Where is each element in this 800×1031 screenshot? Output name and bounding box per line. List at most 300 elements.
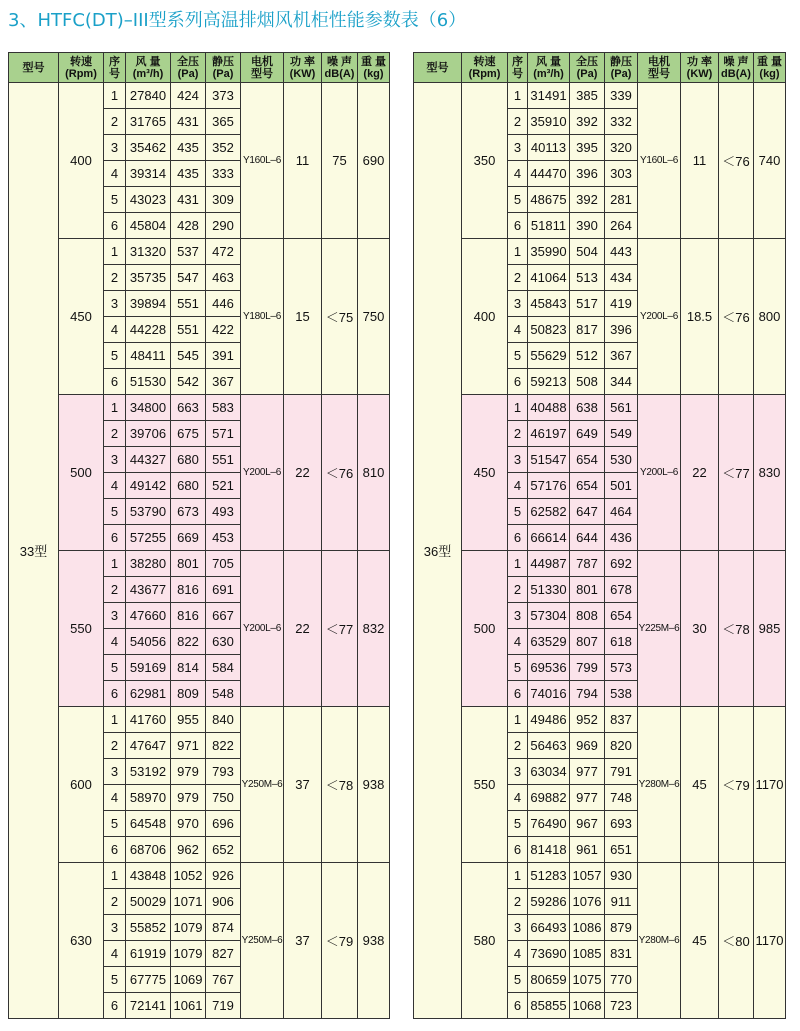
table-header-row (9, 53, 390, 83)
total-pressure-cell: 638 (570, 395, 605, 421)
seq-cell: 2 (104, 421, 126, 447)
airflow-cell: 56463 (528, 733, 570, 759)
table-row (414, 239, 786, 265)
seq-cell: 4 (508, 161, 528, 187)
static-pressure-cell: 463 (206, 265, 241, 291)
header-static-pressure (206, 53, 241, 83)
airflow-cell: 57255 (126, 525, 171, 551)
static-pressure-cell: 691 (206, 577, 241, 603)
static-pressure-cell: 548 (206, 681, 241, 707)
static-pressure-cell: 719 (206, 993, 241, 1019)
total-pressure-cell: 952 (570, 707, 605, 733)
seq-cell: 3 (104, 135, 126, 161)
static-pressure-cell: 344 (605, 369, 638, 395)
table-row (414, 551, 786, 577)
airflow-cell: 35462 (126, 135, 171, 161)
header-power (284, 53, 322, 83)
total-pressure-cell: 551 (171, 291, 206, 317)
header-airflow (126, 53, 171, 83)
total-pressure-cell: 809 (171, 681, 206, 707)
model-cell: 36型 (414, 83, 462, 1019)
airflow-cell: 62582 (528, 499, 570, 525)
airflow-cell: 73690 (528, 941, 570, 967)
static-pressure-cell: 530 (605, 447, 638, 473)
noise-cell: ＜75 (322, 239, 358, 395)
seq-cell: 1 (508, 551, 528, 577)
airflow-cell: 35910 (528, 109, 570, 135)
static-pressure-cell: 652 (206, 837, 241, 863)
speed-cell: 350 (462, 83, 508, 239)
static-pressure-cell: 573 (605, 655, 638, 681)
static-pressure-cell: 521 (206, 473, 241, 499)
seq-cell: 6 (508, 993, 528, 1019)
seq-cell: 3 (104, 915, 126, 941)
header-noise-line2: dB(A) (324, 67, 355, 80)
static-pressure-cell: 667 (206, 603, 241, 629)
airflow-cell: 45804 (126, 213, 171, 239)
airflow-cell: 61919 (126, 941, 171, 967)
total-pressure-cell: 787 (570, 551, 605, 577)
static-pressure-cell: 373 (206, 83, 241, 109)
static-pressure-cell: 750 (206, 785, 241, 811)
airflow-cell: 31320 (126, 239, 171, 265)
header-total-pressure-line2: (Pa) (576, 67, 598, 80)
total-pressure-cell: 1068 (570, 993, 605, 1019)
airflow-cell: 51547 (528, 447, 570, 473)
seq-cell: 1 (104, 863, 126, 889)
header-speed (462, 53, 508, 83)
airflow-cell: 38280 (126, 551, 171, 577)
header-speed-line1: 转速 (473, 55, 496, 68)
static-pressure-cell: 538 (605, 681, 638, 707)
seq-cell: 6 (104, 213, 126, 239)
airflow-cell: 43677 (126, 577, 171, 603)
header-power-line2: (KW) (289, 67, 316, 80)
total-pressure-cell: 1071 (171, 889, 206, 915)
header-static-pressure-line2: (Pa) (610, 67, 632, 80)
total-pressure-cell: 807 (570, 629, 605, 655)
airflow-cell: 63529 (528, 629, 570, 655)
speed-cell: 400 (59, 83, 104, 239)
power-cell: 22 (284, 395, 322, 551)
static-pressure-cell: 571 (206, 421, 241, 447)
motor-cell: Y250M–6 (241, 863, 284, 1019)
total-pressure-cell: 551 (171, 317, 206, 343)
static-pressure-cell: 303 (605, 161, 638, 187)
static-pressure-cell: 436 (605, 525, 638, 551)
table-row (9, 83, 390, 109)
airflow-cell: 45843 (528, 291, 570, 317)
speed-cell: 400 (462, 239, 508, 395)
airflow-cell: 59213 (528, 369, 570, 395)
static-pressure-cell: 651 (605, 837, 638, 863)
airflow-cell: 51330 (528, 577, 570, 603)
noise-cell: 75 (322, 83, 358, 239)
airflow-cell: 62981 (126, 681, 171, 707)
static-pressure-cell: 831 (605, 941, 638, 967)
airflow-cell: 44327 (126, 447, 171, 473)
header-total-pressure-line1: 全压 (576, 55, 598, 68)
total-pressure-cell: 513 (570, 265, 605, 291)
airflow-cell: 59286 (528, 889, 570, 915)
header-noise (719, 53, 754, 83)
static-pressure-cell: 352 (206, 135, 241, 161)
total-pressure-cell: 385 (570, 83, 605, 109)
static-pressure-cell: 822 (206, 733, 241, 759)
seq-cell: 4 (508, 941, 528, 967)
airflow-cell: 40113 (528, 135, 570, 161)
static-pressure-cell: 770 (605, 967, 638, 993)
seq-cell: 4 (508, 473, 528, 499)
airflow-cell: 66614 (528, 525, 570, 551)
total-pressure-cell: 814 (171, 655, 206, 681)
airflow-cell: 50029 (126, 889, 171, 915)
weight-cell: 750 (358, 239, 390, 395)
static-pressure-cell: 453 (206, 525, 241, 551)
airflow-cell: 81418 (528, 837, 570, 863)
noise-cell: ＜77 (322, 551, 358, 707)
power-cell: 30 (681, 551, 719, 707)
header-noise (322, 53, 358, 83)
weight-cell: 938 (358, 707, 390, 863)
noise-cell: ＜76 (719, 83, 754, 239)
seq-cell: 1 (508, 707, 528, 733)
header-speed (59, 53, 104, 83)
header-power (681, 53, 719, 83)
header-seq-line1: 序 (109, 55, 120, 68)
seq-cell: 1 (508, 863, 528, 889)
total-pressure-cell: 1061 (171, 993, 206, 1019)
static-pressure-cell: 320 (605, 135, 638, 161)
total-pressure-cell: 816 (171, 603, 206, 629)
total-pressure-cell: 424 (171, 83, 206, 109)
airflow-cell: 41760 (126, 707, 171, 733)
seq-cell: 2 (508, 733, 528, 759)
static-pressure-cell: 791 (605, 759, 638, 785)
airflow-cell: 50823 (528, 317, 570, 343)
static-pressure-cell: 879 (605, 915, 638, 941)
seq-cell: 3 (508, 603, 528, 629)
seq-cell: 3 (508, 915, 528, 941)
seq-cell: 4 (104, 941, 126, 967)
static-pressure-cell: 678 (605, 577, 638, 603)
total-pressure-cell: 1079 (171, 941, 206, 967)
static-pressure-cell: 723 (605, 993, 638, 1019)
airflow-cell: 34800 (126, 395, 171, 421)
seq-cell: 3 (104, 291, 126, 317)
total-pressure-cell: 392 (570, 109, 605, 135)
seq-cell: 4 (104, 161, 126, 187)
seq-cell: 4 (508, 629, 528, 655)
header-power-line1: 功 率 (686, 55, 713, 68)
power-cell: 18.5 (681, 239, 719, 395)
static-pressure-cell: 493 (206, 499, 241, 525)
header-airflow-line1: 风 量 (135, 55, 161, 68)
static-pressure-cell: 396 (605, 317, 638, 343)
motor-cell: Y280M–6 (638, 707, 681, 863)
noise-cell: ＜79 (719, 707, 754, 863)
speed-cell: 580 (462, 863, 508, 1019)
header-seq-line2: 号 (109, 67, 120, 80)
airflow-cell: 49142 (126, 473, 171, 499)
seq-cell: 2 (508, 889, 528, 915)
airflow-cell: 54056 (126, 629, 171, 655)
noise-cell: ＜78 (322, 707, 358, 863)
motor-cell: Y250M–6 (241, 707, 284, 863)
table-row (9, 395, 390, 421)
seq-cell: 1 (508, 239, 528, 265)
airflow-cell: 39706 (126, 421, 171, 447)
speed-cell: 550 (462, 707, 508, 863)
airflow-cell: 68706 (126, 837, 171, 863)
seq-cell: 5 (104, 187, 126, 213)
total-pressure-cell: 816 (171, 577, 206, 603)
seq-cell: 1 (508, 83, 528, 109)
total-pressure-cell: 1085 (570, 941, 605, 967)
total-pressure-cell: 971 (171, 733, 206, 759)
airflow-cell: 59169 (126, 655, 171, 681)
static-pressure-cell: 551 (206, 447, 241, 473)
table-header-row (414, 53, 786, 83)
static-pressure-cell: 584 (206, 655, 241, 681)
total-pressure-cell: 431 (171, 109, 206, 135)
header-weight-line1: 重 量 (756, 55, 783, 68)
airflow-cell: 76490 (528, 811, 570, 837)
weight-cell: 810 (358, 395, 390, 551)
static-pressure-cell: 840 (206, 707, 241, 733)
motor-cell: Y200L–6 (638, 239, 681, 395)
header-airflow-line1: 风 量 (535, 55, 562, 68)
header-model: 型号 (9, 53, 59, 83)
header-speed-line2: (Rpm) (65, 67, 97, 80)
seq-cell: 5 (508, 187, 528, 213)
seq-cell: 6 (104, 681, 126, 707)
airflow-cell: 31491 (528, 83, 570, 109)
header-seq-line1: 序 (512, 55, 523, 68)
static-pressure-cell: 874 (206, 915, 241, 941)
total-pressure-cell: 435 (171, 135, 206, 161)
seq-cell: 4 (104, 785, 126, 811)
table-row (9, 707, 390, 733)
power-cell: 11 (681, 83, 719, 239)
weight-cell: 690 (358, 83, 390, 239)
airflow-cell: 41064 (528, 265, 570, 291)
header-power-line2: (KW) (686, 67, 713, 80)
header-motor-line1: 电机 (251, 55, 273, 68)
total-pressure-cell: 542 (171, 369, 206, 395)
total-pressure-cell: 977 (570, 785, 605, 811)
header-motor (241, 53, 284, 83)
table-row (414, 83, 786, 109)
table-row (414, 395, 786, 421)
static-pressure-cell: 837 (605, 707, 638, 733)
header-seq-line2: 号 (512, 67, 523, 80)
static-pressure-cell: 391 (206, 343, 241, 369)
header-motor (638, 53, 681, 83)
header-seq (104, 53, 126, 83)
weight-cell: 740 (754, 83, 786, 239)
static-pressure-cell: 561 (605, 395, 638, 421)
total-pressure-cell: 799 (570, 655, 605, 681)
seq-cell: 2 (104, 577, 126, 603)
airflow-cell: 47660 (126, 603, 171, 629)
weight-cell: 985 (754, 551, 786, 707)
static-pressure-cell: 630 (206, 629, 241, 655)
static-pressure-cell: 472 (206, 239, 241, 265)
total-pressure-cell: 1076 (570, 889, 605, 915)
seq-cell: 4 (104, 473, 126, 499)
static-pressure-cell: 926 (206, 863, 241, 889)
header-noise-line1: 噪 声 (723, 55, 749, 68)
motor-cell: Y200L–6 (241, 551, 284, 707)
total-pressure-cell: 1079 (171, 915, 206, 941)
seq-cell: 6 (508, 837, 528, 863)
static-pressure-cell: 793 (206, 759, 241, 785)
total-pressure-cell: 970 (171, 811, 206, 837)
seq-cell: 4 (104, 629, 126, 655)
total-pressure-cell: 801 (570, 577, 605, 603)
airflow-cell: 69536 (528, 655, 570, 681)
header-weight (358, 53, 390, 83)
seq-cell: 6 (508, 681, 528, 707)
airflow-cell: 51283 (528, 863, 570, 889)
seq-cell: 5 (508, 499, 528, 525)
airflow-cell: 72141 (126, 993, 171, 1019)
header-seq (508, 53, 528, 83)
airflow-cell: 35990 (528, 239, 570, 265)
airflow-cell: 53790 (126, 499, 171, 525)
static-pressure-cell: 820 (605, 733, 638, 759)
static-pressure-cell: 367 (605, 343, 638, 369)
header-speed-line1: 转速 (70, 55, 92, 68)
header-noise-line2: dB(A) (721, 67, 751, 80)
performance-table-36 (413, 52, 786, 1019)
table-row (9, 239, 390, 265)
header-motor-line2: 型号 (648, 67, 670, 80)
total-pressure-cell: 663 (171, 395, 206, 421)
seq-cell: 4 (508, 785, 528, 811)
speed-cell: 550 (59, 551, 104, 707)
airflow-cell: 67775 (126, 967, 171, 993)
total-pressure-cell: 654 (570, 473, 605, 499)
power-cell: 22 (681, 395, 719, 551)
power-cell: 37 (284, 707, 322, 863)
airflow-cell: 49486 (528, 707, 570, 733)
static-pressure-cell: 705 (206, 551, 241, 577)
seq-cell: 1 (104, 395, 126, 421)
airflow-cell: 48411 (126, 343, 171, 369)
static-pressure-cell: 654 (605, 603, 638, 629)
static-pressure-cell: 309 (206, 187, 241, 213)
seq-cell: 5 (104, 343, 126, 369)
total-pressure-cell: 428 (171, 213, 206, 239)
total-pressure-cell: 961 (570, 837, 605, 863)
total-pressure-cell: 390 (570, 213, 605, 239)
header-total-pressure-line2: (Pa) (177, 67, 199, 80)
airflow-cell: 51530 (126, 369, 171, 395)
static-pressure-cell: 930 (605, 863, 638, 889)
total-pressure-cell: 654 (570, 447, 605, 473)
seq-cell: 2 (508, 109, 528, 135)
table-row (9, 551, 390, 577)
speed-cell: 630 (59, 863, 104, 1019)
weight-cell: 830 (754, 395, 786, 551)
seq-cell: 2 (104, 265, 126, 291)
seq-cell: 6 (508, 369, 528, 395)
static-pressure-cell: 693 (605, 811, 638, 837)
static-pressure-cell: 434 (605, 265, 638, 291)
airflow-cell: 44228 (126, 317, 171, 343)
header-weight (754, 53, 786, 83)
static-pressure-cell: 692 (605, 551, 638, 577)
airflow-cell: 57176 (528, 473, 570, 499)
seq-cell: 6 (508, 213, 528, 239)
static-pressure-cell: 618 (605, 629, 638, 655)
static-pressure-cell: 767 (206, 967, 241, 993)
noise-cell: ＜76 (719, 239, 754, 395)
motor-cell: Y200L–6 (638, 395, 681, 551)
total-pressure-cell: 967 (570, 811, 605, 837)
noise-cell: ＜76 (322, 395, 358, 551)
seq-cell: 3 (508, 447, 528, 473)
header-static-pressure-line1: 静压 (610, 55, 632, 68)
seq-cell: 3 (104, 447, 126, 473)
total-pressure-cell: 822 (171, 629, 206, 655)
seq-cell: 1 (104, 239, 126, 265)
total-pressure-cell: 969 (570, 733, 605, 759)
static-pressure-cell: 549 (605, 421, 638, 447)
motor-cell: Y280M–6 (638, 863, 681, 1019)
airflow-cell: 66493 (528, 915, 570, 941)
static-pressure-cell: 365 (206, 109, 241, 135)
airflow-cell: 80659 (528, 967, 570, 993)
total-pressure-cell: 435 (171, 161, 206, 187)
total-pressure-cell: 508 (570, 369, 605, 395)
total-pressure-cell: 979 (171, 785, 206, 811)
airflow-cell: 44987 (528, 551, 570, 577)
seq-cell: 3 (508, 291, 528, 317)
header-speed-line2: (Rpm) (468, 67, 501, 80)
weight-cell: 1170 (754, 707, 786, 863)
static-pressure-cell: 446 (206, 291, 241, 317)
airflow-cell: 58970 (126, 785, 171, 811)
airflow-cell: 64548 (126, 811, 171, 837)
static-pressure-cell: 501 (605, 473, 638, 499)
noise-cell: ＜79 (322, 863, 358, 1019)
header-power-line1: 功 率 (289, 55, 316, 68)
total-pressure-cell: 955 (171, 707, 206, 733)
table-row (414, 863, 786, 889)
total-pressure-cell: 517 (570, 291, 605, 317)
power-cell: 15 (284, 239, 322, 395)
total-pressure-cell: 1057 (570, 863, 605, 889)
seq-cell: 5 (104, 967, 126, 993)
header-model: 型号 (414, 53, 462, 83)
airflow-cell: 43023 (126, 187, 171, 213)
static-pressure-cell: 827 (206, 941, 241, 967)
motor-cell: Y160L–6 (638, 83, 681, 239)
header-airflow (528, 53, 570, 83)
total-pressure-cell: 801 (171, 551, 206, 577)
seq-cell: 1 (508, 395, 528, 421)
airflow-cell: 31765 (126, 109, 171, 135)
seq-cell: 5 (508, 343, 528, 369)
airflow-cell: 55852 (126, 915, 171, 941)
seq-cell: 6 (104, 993, 126, 1019)
weight-cell: 938 (358, 863, 390, 1019)
total-pressure-cell: 537 (171, 239, 206, 265)
header-static-pressure-line1: 静压 (212, 55, 234, 68)
